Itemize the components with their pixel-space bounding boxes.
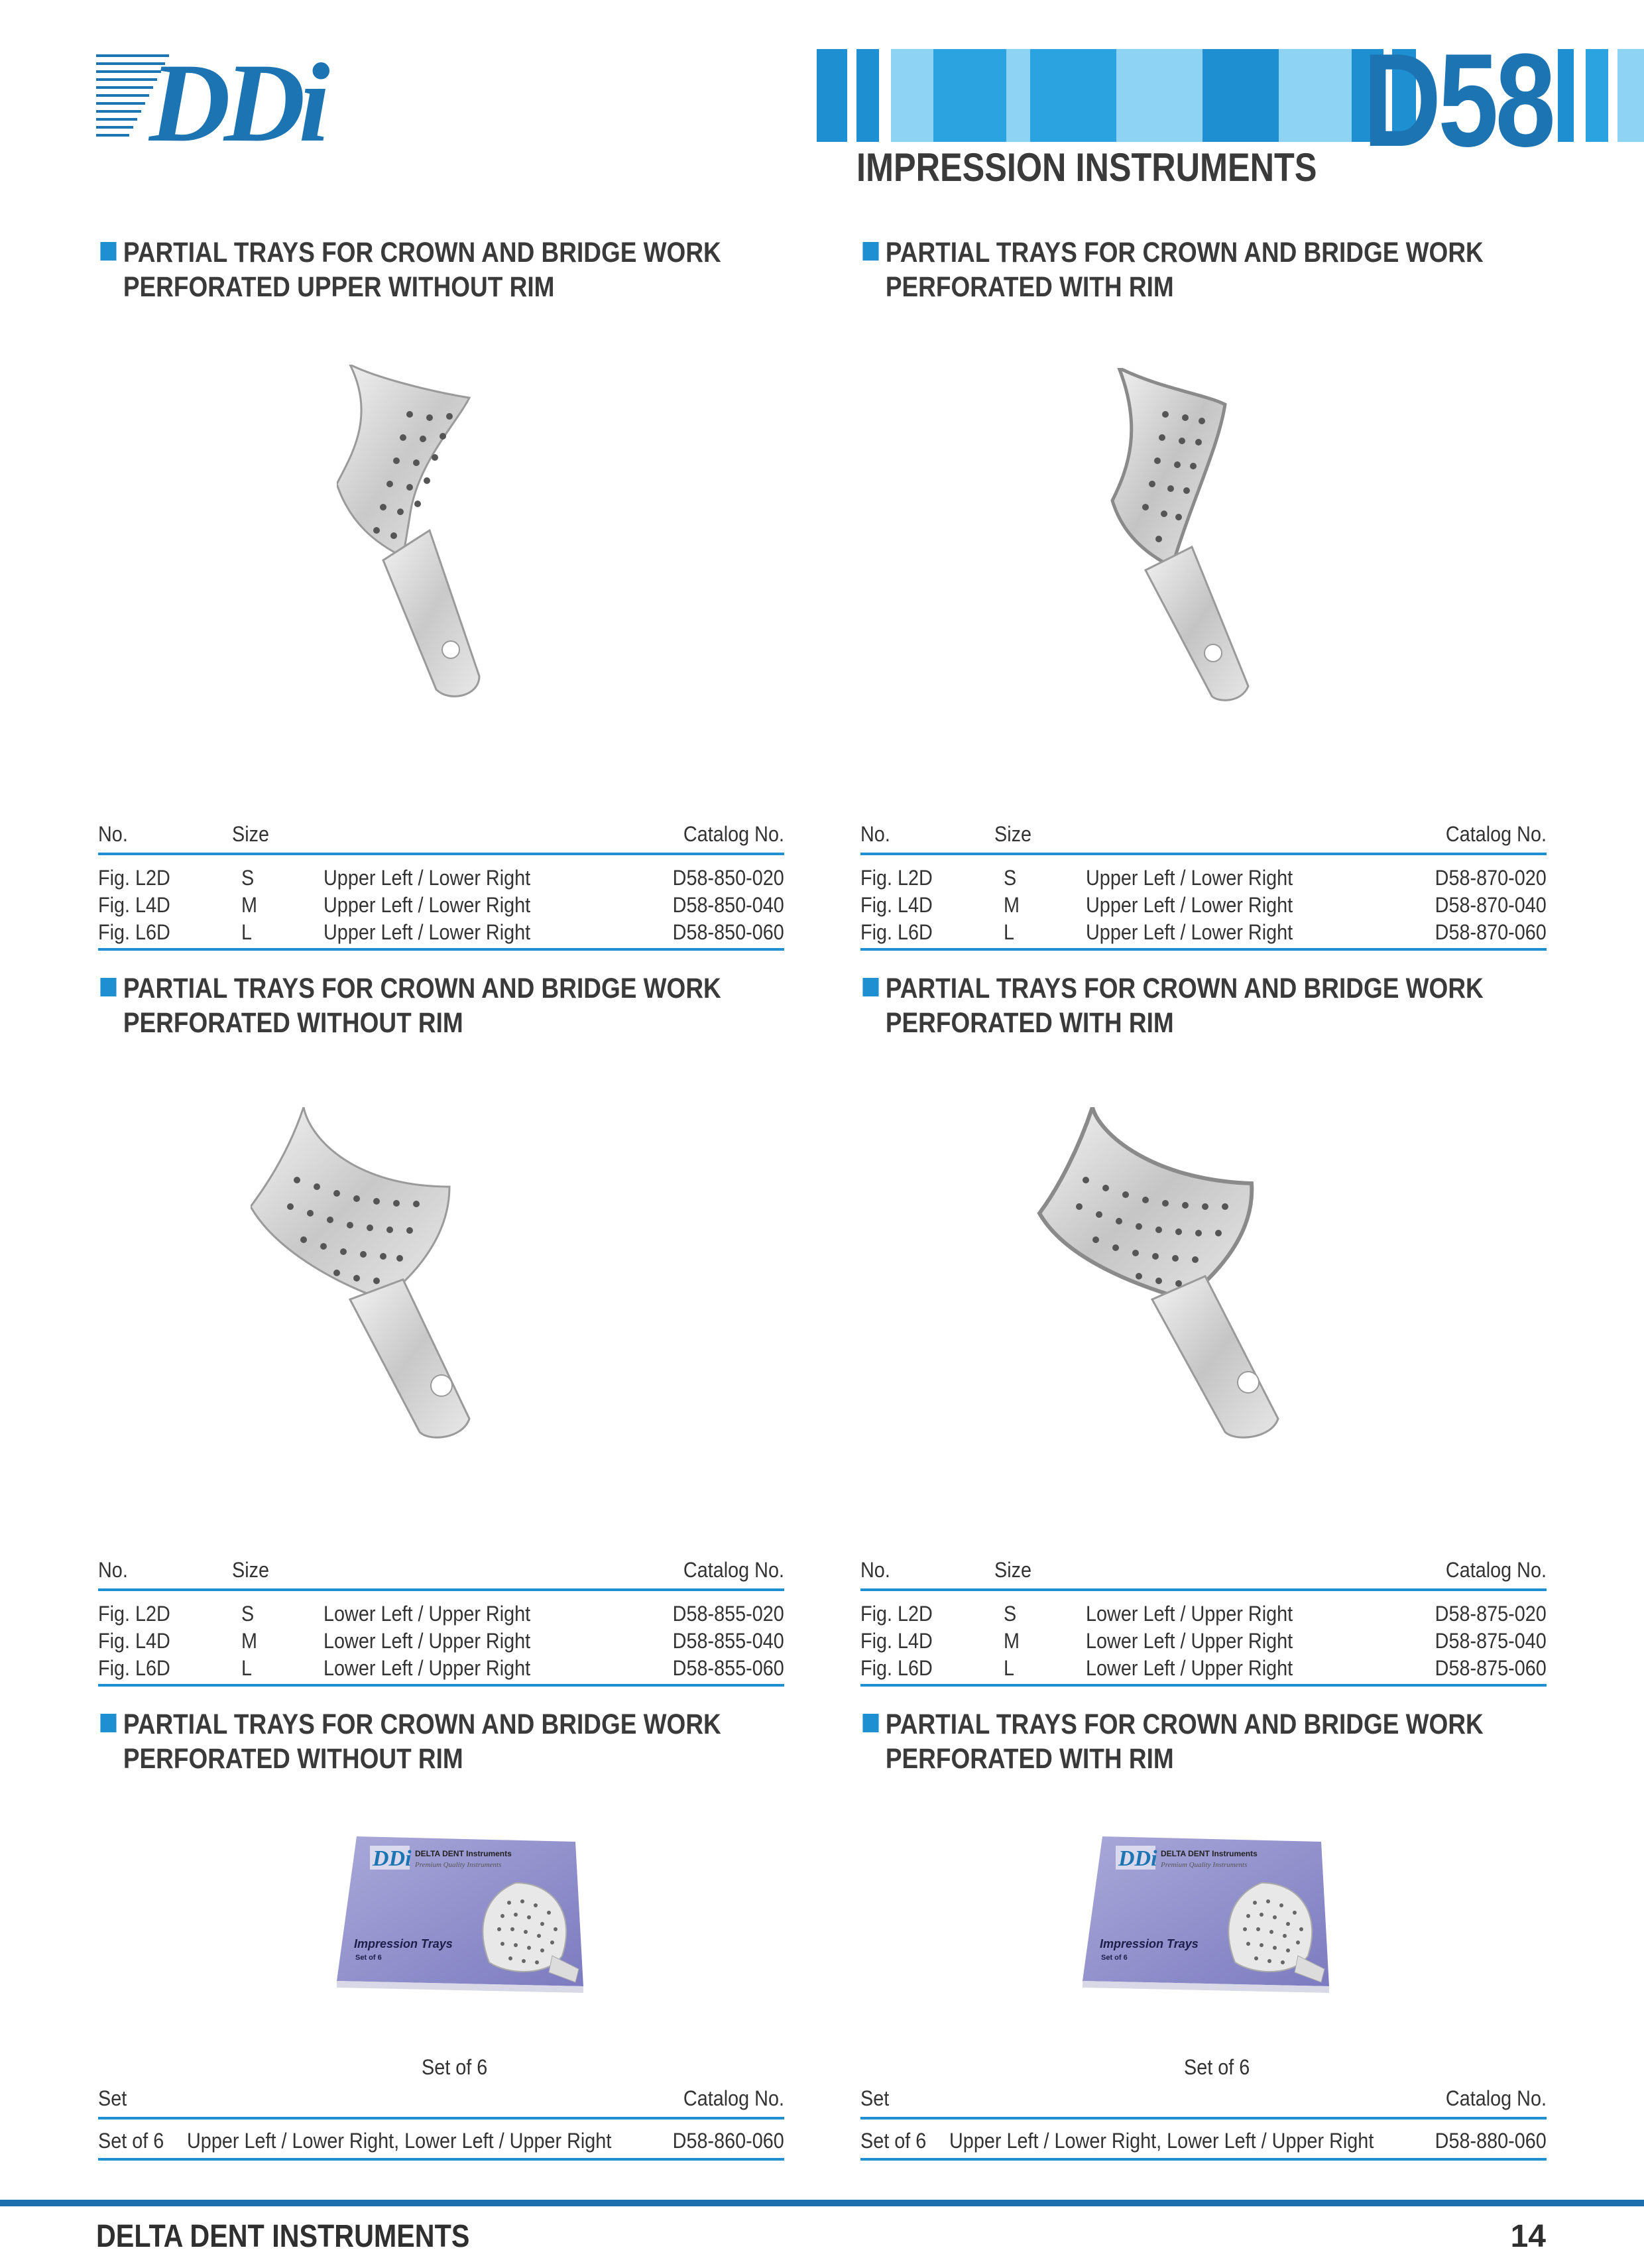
svg-text:Set of 6: Set of 6 (1101, 1954, 1128, 1962)
tray-image (337, 365, 549, 736)
svg-text:DDi: DDi (1118, 1846, 1157, 1871)
product-block-upper-no-rim: PARTIAL TRAYS FOR CROWN AND BRIDGE WORK PERFORATED UPPER WITHOUT RIM No. Size Catalog No. Fig. L2D S Upper Left / Lower Right D58-850-020 Fig. L4D M Upper Left / Lower Right D58-850-040 Fig. L6D L Upper Left / Lower Right D58-850-060 (98, 235, 784, 951)
tray-image (251, 1107, 582, 1478)
svg-text:Set of 6: Set of 6 (355, 1954, 382, 1962)
tray-box-image (1083, 1836, 1334, 1996)
table-row: Fig. L4D M Lower Left / Upper Right D58-875-040 (860, 1629, 1547, 1653)
table-row: Fig. L6D L Upper Left / Lower Right D58-850-060 (98, 920, 784, 944)
tray-box-image (337, 1836, 589, 1996)
table-row: Fig. L2D S Lower Left / Upper Right D58-875-020 (860, 1602, 1547, 1626)
svg-text:Premium Quality Instruments: Premium Quality Instruments (415, 1861, 502, 1869)
catalog-code: D58 (1362, 27, 1553, 174)
table-row: Fig. L4D M Upper Left / Lower Right D58-850-040 (98, 893, 784, 917)
svg-text:DELTA DENT Instruments: DELTA DENT Instruments (415, 1849, 512, 1858)
product-block-set-no-rim: PARTIAL TRAYS FOR CROWN AND BRIDGE WORK PERFORATED WITHOUT RIM DDi DELTA DENT Instruments Premium Quality Instruments Impression Trays Set of 6 Set of 6 Set Catalog No. Set of 6 Upper Left / Lower Right, Lower Left / Upper Right D58-860-060 (98, 1707, 784, 2184)
table-header: Set Catalog No. (98, 2086, 784, 2119)
product-block-lower-with-rim: PARTIAL TRAYS FOR CROWN AND BRIDGE WORK PERFORATED WITH RIM No. Size Catalog No. Fig. L2D S Lower Left / Upper Right D58-875-020 Fig. L4D M Lower Left / Upper Right D58-875-040 Fig. L6D L Lower Left / Upper Right D58-875-060 (860, 971, 1547, 1687)
table-row: Fig. L6D L Lower Left / Upper Right D58-855-060 (98, 1656, 784, 1680)
ddi-logo (96, 48, 348, 147)
tray-image (1106, 368, 1305, 739)
table-row: Fig. L2D S Lower Left / Upper Right D58-855-020 (98, 1602, 784, 1626)
table-header: Set Catalog No. (860, 2086, 1547, 2119)
svg-text:Premium Quality Instruments: Premium Quality Instruments (1161, 1861, 1248, 1869)
svg-text:DELTA DENT Instruments: DELTA DENT Instruments (1161, 1849, 1258, 1858)
tray-image (1033, 1107, 1378, 1478)
bullet-square-icon (862, 978, 878, 996)
svg-text:DDi: DDi (373, 1846, 412, 1871)
table-row: Set of 6 Upper Left / Lower Right, Lower Left / Upper Right D58-860-060 (98, 2129, 784, 2153)
table-row: Fig. L4D M Upper Left / Lower Right D58-870-040 (860, 893, 1547, 917)
header-band (817, 49, 1644, 142)
section-title: IMPRESSION INSTRUMENTS (856, 145, 1317, 190)
table-row: Fig. L6D L Upper Left / Lower Right D58-870-060 (860, 920, 1547, 944)
table-row: Set of 6 Upper Left / Lower Right, Lower Left / Upper Right D58-880-060 (860, 2129, 1547, 2153)
logo-text: DDi (149, 48, 323, 147)
page-number: 14 (1510, 2219, 1546, 2254)
table-row: Fig. L6D L Lower Left / Upper Right D58-875-060 (860, 1656, 1547, 1680)
bullet-square-icon (862, 242, 878, 261)
product-block-with-rim: PARTIAL TRAYS FOR CROWN AND BRIDGE WORK PERFORATED WITH RIM No. Size Catalog No. Fig. L2D S Upper Left / Lower Right D58-870-020 Fig. L4D M Upper Left / Lower Right D58-870-040 Fig. L6D L Upper Left / Lower Right D58-870-060 (860, 235, 1547, 951)
bullet-square-icon (100, 1714, 116, 1732)
svg-text:Impression Trays: Impression Trays (354, 1937, 453, 1950)
footer-divider (0, 2200, 1644, 2206)
product-block-set-with-rim: PARTIAL TRAYS FOR CROWN AND BRIDGE WORK PERFORATED WITH RIM DDi DELTA DENT Instruments Premium Quality Instruments Impression Trays Set of 6 Set of 6 Set Catalog No. Set of 6 Upper Left / Lower Right, Lower Left / Upper Right D58-880-060 (860, 1707, 1547, 2184)
bullet-square-icon (100, 978, 116, 996)
table-header: No. Size Catalog No. (860, 822, 1547, 855)
footer-company: DELTA DENT INSTRUMENTS (96, 2219, 470, 2254)
bullet-square-icon (100, 242, 116, 261)
table-row: Fig. L2D S Upper Left / Lower Right D58-870-020 (860, 866, 1547, 890)
table-header: No. Size Catalog No. (860, 1558, 1547, 1591)
table-row: Fig. L4D M Lower Left / Upper Right D58-855-040 (98, 1629, 784, 1653)
set-caption: Set of 6 (1184, 2055, 1250, 2079)
table-header: No. Size Catalog No. (98, 822, 784, 855)
svg-text:Impression Trays: Impression Trays (1100, 1937, 1199, 1950)
table-row: Fig. L2D S Upper Left / Lower Right D58-850-020 (98, 866, 784, 890)
set-caption: Set of 6 (422, 2055, 488, 2079)
table-header: No. Size Catalog No. (98, 1558, 784, 1591)
product-block-lower-no-rim: PARTIAL TRAYS FOR CROWN AND BRIDGE WORK PERFORATED WITHOUT RIM No. Size Catalog No. Fig. L2D S Lower Left / Upper Right D58-855-020 Fig. L4D M Lower Left / Upper Right D58-855-040 Fig. L6D L Lower Left / Upper Right D58-855-060 (98, 971, 784, 1687)
bullet-square-icon (862, 1714, 878, 1732)
